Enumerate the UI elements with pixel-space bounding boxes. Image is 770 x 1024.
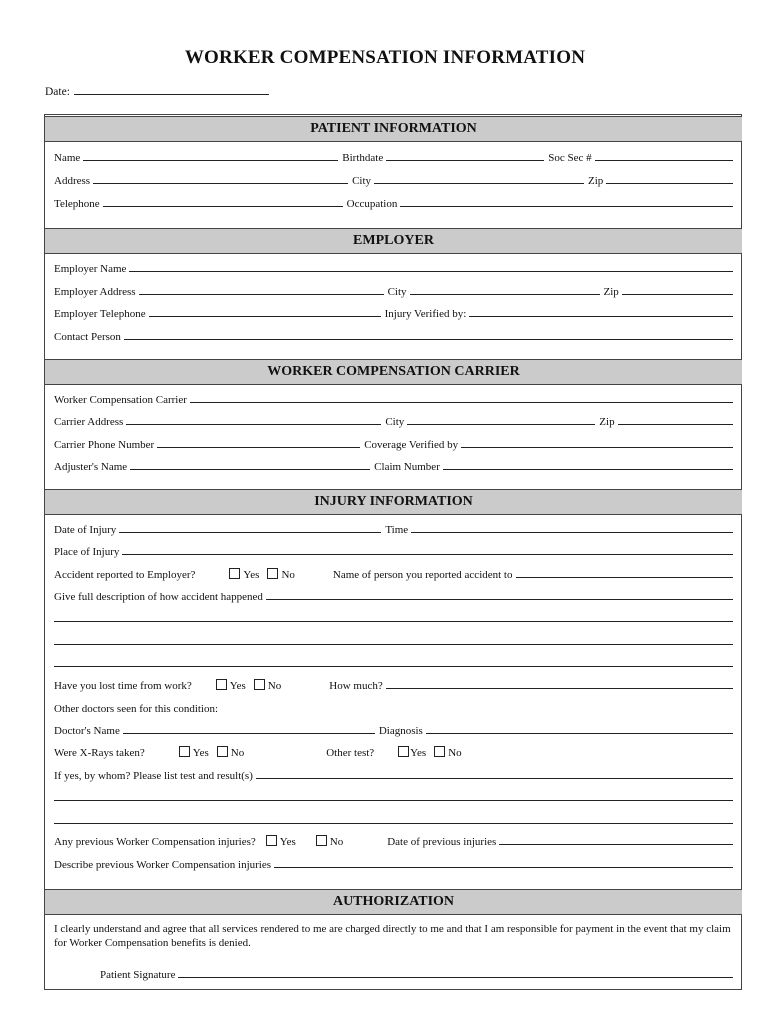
adjuster-name-label: Adjuster's Name [54,461,128,473]
employer-row-1 [54,259,733,275]
authorization-statement: I clearly understand and agree that all services rendered to me are charged directly to me and that I am responsible for payment in the event that my claim for Worker Compensation benefits is denied. [54,923,731,949]
injury-row-4 [54,587,733,603]
soc-sec-label: Soc Sec # [548,152,592,164]
coverage-verified-label: Coverage Verified by [364,439,459,451]
carrier-phone-field[interactable] [157,447,360,448]
name-label: Name [54,152,81,164]
name-field[interactable] [83,160,338,161]
checkbox-icon[interactable] [398,746,409,757]
adjuster-name-field[interactable] [130,469,370,470]
no-label: No [448,747,462,759]
description-label: Give full description of how accident happened [54,591,263,603]
previous-date-label: Date of previous injuries [387,836,497,848]
carrier-address-field[interactable] [126,424,381,425]
carrier-row-1 [54,390,733,406]
checkbox-icon[interactable] [266,835,277,846]
carrier-zip-field[interactable] [618,424,733,425]
time-label: Time [385,524,409,536]
describe-previous-label: Describe previous Worker Compensation injuries [54,859,272,871]
date-of-injury-label: Date of Injury [54,524,117,536]
coverage-verified-field[interactable] [461,447,733,448]
accident-reported-yes[interactable] [229,568,259,581]
previous-yes[interactable] [266,835,296,848]
no-label: No [230,747,245,759]
no-label: No [281,569,295,581]
soc-sec-field[interactable] [595,160,733,161]
other-test-label: Other test? [326,747,375,759]
diagnosis-label: Diagnosis [378,725,423,737]
employer-telephone-label: Employer Telephone [54,308,146,320]
section-header-injury: INJURY INFORMATION [45,489,742,515]
telephone-field[interactable] [103,206,343,207]
doctor-name-field[interactable] [123,733,375,734]
checkbox-icon[interactable] [267,568,278,579]
accident-reported-label: Accident reported to Employer? [54,569,196,581]
doctor-name-label: Doctor's Name [54,725,120,737]
employer-telephone-field[interactable] [149,316,381,317]
carrier-name-label: Worker Compensation Carrier [54,394,187,406]
other-doctors-label: Other doctors seen for this condition: [54,703,219,715]
date-of-injury-field[interactable] [119,532,381,533]
employer-zip-label: Zip [603,286,619,298]
date-input-line[interactable] [74,94,269,95]
carrier-row-2 [54,412,733,428]
yes-label: Yes [279,836,296,848]
date-field-row [45,86,269,98]
section-header-employer: EMPLOYER [45,228,742,254]
reported-to-label: Name of person you reported accident to [332,569,513,581]
other-test-yes[interactable] [398,746,426,759]
yes-label: Yes [192,747,209,759]
employer-address-field[interactable] [139,294,384,295]
checkbox-icon[interactable] [179,746,190,757]
xrays-label: Were X-Rays taken? [54,747,145,759]
other-test-no[interactable] [434,746,461,759]
checkbox-icon[interactable] [216,679,227,690]
xrays-no[interactable] [217,746,244,759]
injury-row-describe-previous [54,855,733,871]
no-label: No [329,836,344,848]
injury-row-previous [54,832,733,848]
employer-row-3 [54,304,733,320]
contact-person-label: Contact Person [54,331,121,343]
lost-time-label: Have you lost time from work? [54,680,192,692]
checkbox-icon[interactable] [254,679,265,690]
checkbox-icon[interactable] [434,746,445,757]
carrier-name-field[interactable] [190,402,733,403]
signature-label: Patient Signature [100,969,176,981]
xrays-yes[interactable] [179,746,209,759]
city-field[interactable] [374,183,584,184]
address-label: Address [54,175,91,187]
previous-no[interactable] [316,835,343,848]
injury-row-if-yes [54,766,733,782]
city-label: City [352,175,372,187]
injury-verified-field[interactable] [469,316,733,317]
employer-row-2 [54,282,733,298]
employer-city-field[interactable] [410,294,600,295]
employer-name-label: Employer Name [54,263,127,275]
if-yes-line-3[interactable] [54,823,733,824]
injury-verified-label: Injury Verified by: [384,308,467,320]
form-title: WORKER COMPENSATION INFORMATION [184,47,586,68]
previous-date-field[interactable] [499,844,733,845]
description-field[interactable] [266,599,733,600]
checkbox-icon[interactable] [217,746,228,757]
carrier-address-label: Carrier Address [54,416,124,428]
signature-row [100,965,733,981]
section-header-patient: PATIENT INFORMATION [45,116,742,142]
carrier-city-label: City [385,416,405,428]
time-field[interactable] [411,532,733,533]
birthdate-field[interactable] [386,160,544,161]
section-header-authorization: AUTHORIZATION [45,889,742,915]
carrier-city-field[interactable] [407,424,595,425]
carrier-zip-label: Zip [599,416,615,428]
zip-field[interactable] [606,183,733,184]
signature-field[interactable] [178,977,733,978]
injury-row-1 [54,520,733,536]
employer-row-4 [54,327,733,343]
how-much-field[interactable] [386,688,733,689]
lost-time-yes[interactable] [216,679,246,692]
date-label: Date: [45,86,70,98]
place-of-injury-label: Place of Injury [54,546,120,558]
yes-label: Yes [410,747,427,759]
employer-city-label: City [387,286,407,298]
patient-row-2 [54,171,733,187]
occupation-label: Occupation [346,198,398,210]
claim-number-label: Claim Number [374,461,440,473]
yes-label: Yes [229,680,246,692]
claim-number-field[interactable] [443,469,733,470]
patient-row-1 [54,148,733,164]
describe-previous-field[interactable] [274,867,733,868]
employer-name-field[interactable] [129,271,733,272]
employer-zip-field[interactable] [622,294,733,295]
occupation-field[interactable] [400,206,733,207]
description-line-3[interactable] [54,644,733,645]
injury-row-other-doctors [54,699,733,715]
patient-row-3 [54,194,733,210]
accident-reported-no[interactable] [267,568,294,581]
zip-label: Zip [588,175,604,187]
birthdate-label: Birthdate [342,152,384,164]
reported-to-field[interactable] [516,577,734,578]
no-label: No [267,680,282,692]
diagnosis-field[interactable] [426,733,733,734]
injury-row-xrays [54,743,733,759]
how-much-label: How much? [329,680,383,692]
carrier-phone-label: Carrier Phone Number [54,439,155,451]
checkbox-icon[interactable] [316,835,327,846]
yes-label: Yes [243,569,260,581]
lost-time-no[interactable] [254,679,281,692]
if-yes-label: If yes, by whom? Please list test and result(s) [54,770,253,782]
injury-row-lost-time [54,676,733,692]
place-of-injury-field[interactable] [122,554,733,555]
telephone-label: Telephone [54,198,100,210]
injury-row-doctor [54,721,733,737]
contact-person-field[interactable] [124,339,733,340]
previous-injuries-label: Any previous Worker Compensation injuries? [54,836,256,848]
section-header-carrier: WORKER COMPENSATION CARRIER [45,359,742,385]
carrier-row-3 [54,435,733,451]
if-yes-line-2[interactable] [54,800,733,801]
address-field[interactable] [93,183,348,184]
checkbox-icon[interactable] [229,568,240,579]
injury-row-3 [54,565,733,581]
injury-row-2 [54,542,733,558]
description-line-4[interactable] [54,666,733,667]
employer-address-label: Employer Address [54,286,136,298]
description-line-2[interactable] [54,621,733,622]
carrier-row-4 [54,457,733,473]
if-yes-field[interactable] [256,778,733,779]
